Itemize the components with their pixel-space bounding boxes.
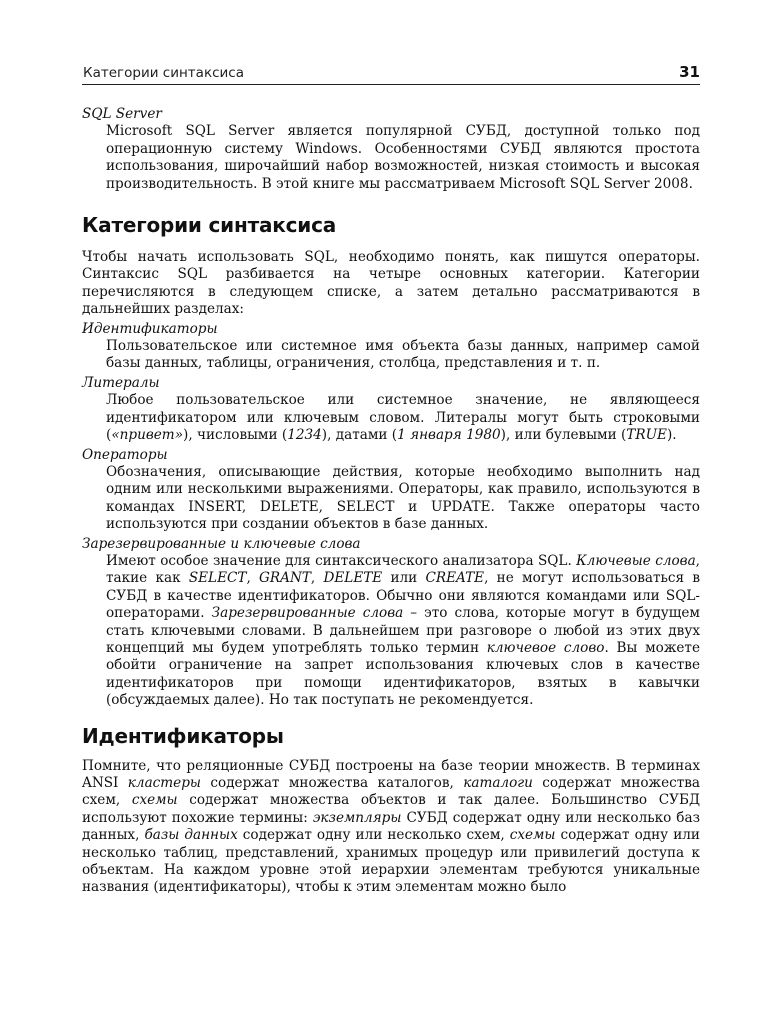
section-heading-identifiers: Идентификаторы	[82, 723, 284, 748]
term-operators: Операторы	[82, 446, 168, 463]
running-header-title: Категории синтаксиса	[83, 65, 244, 81]
def-identifiers: Пользовательское или системное имя объекта базы данных, например самой базы данных, таблицы, ограничения, столбца, представления и т. п.	[106, 338, 700, 372]
term-identifiers: Идентификаторы	[82, 320, 218, 337]
term-reserved-keywords: Зарезервированные и ключевые слова	[82, 535, 361, 552]
page-number: 31	[679, 63, 700, 81]
running-header	[82, 62, 700, 85]
term-literals: Литералы	[82, 374, 160, 391]
term-sql-server: SQL Server	[82, 106, 162, 122]
page-body	[82, 106, 700, 897]
identifiers-paragraph: Помните, что реляционные СУБД построены на базе теории множеств. В терминах ANSI кластеры содержат множества каталогов, каталоги содержат множества схем, схемы содержат множества объектов и так далее. Большинство СУБД используют похожие термины: экземпляры СУБД содержат одну или несколько баз данных, базы данных содержат одну или несколько схем, схемы содержат одну или несколько таблиц, представлений, хранимых процедур или привилегий доступа к объектам. На каждом уровне этой иерархии элементам требуются уникальные названия (идентификаторы), чтобы к этим элементам можно было	[82, 757, 700, 896]
section-intro-paragraph: Чтобы начать использовать SQL, необходимо понять, как пишутся операторы. Синтаксис SQL разбивается на четыре основных категории. Категории перечисляются в следующем списке, а затем детально рассматриваются в дальнейших разделах:	[82, 249, 700, 318]
section-heading-syntax-categories: Категории синтаксиса	[82, 213, 337, 238]
def-sql-server: Microsoft SQL Server является популярной СУБД, доступной только под операционную систему Windows. Особенностями СУБД являются простота использования, широчайший набор возможностей, низкая стоимость и высокая производительность. В этой книге мы рассматриваем Microsoft SQL Server 2008.	[106, 123, 700, 192]
def-operators: Обозначения, описывающие действия, которые необходимо выполнить над одним или несколькими выражениями. Операторы, как правило, используются в командах INSERT, DELETE, SELECT и UPDATE. Также операторы часто используются при создании объектов в базе данных.	[106, 463, 700, 533]
def-reserved-keywords: Имеют особое значение для синтаксического анализатора SQL. Ключевые слова, такие как SELECT, GRANT, DELETE или CREATE, не могут использоваться в СУБД в качестве идентификаторов. Обычно они являются командами или SQL-операторами. Зарезервированные слова – это слова, которые могут в будущем стать ключевыми словами. В дальнейшем при разговоре о любой из этих двух концепций мы будем употреблять только термин ключевое слово. Вы можете обойти ограничение на запрет использования ключевых слов в качестве идентификаторов при помощи идентификаторов, взятых в кавычки (обсуждаемых далее). Но так поступать не рекомендуется.	[106, 552, 700, 709]
def-literals: Любое пользовательское или системное значение, не являющееся идентификатором или ключевым словом. Литералы могут быть строковыми («привет»), числовыми (1234), датами (1 января 1980), или булевыми (TRUE).	[106, 392, 700, 444]
